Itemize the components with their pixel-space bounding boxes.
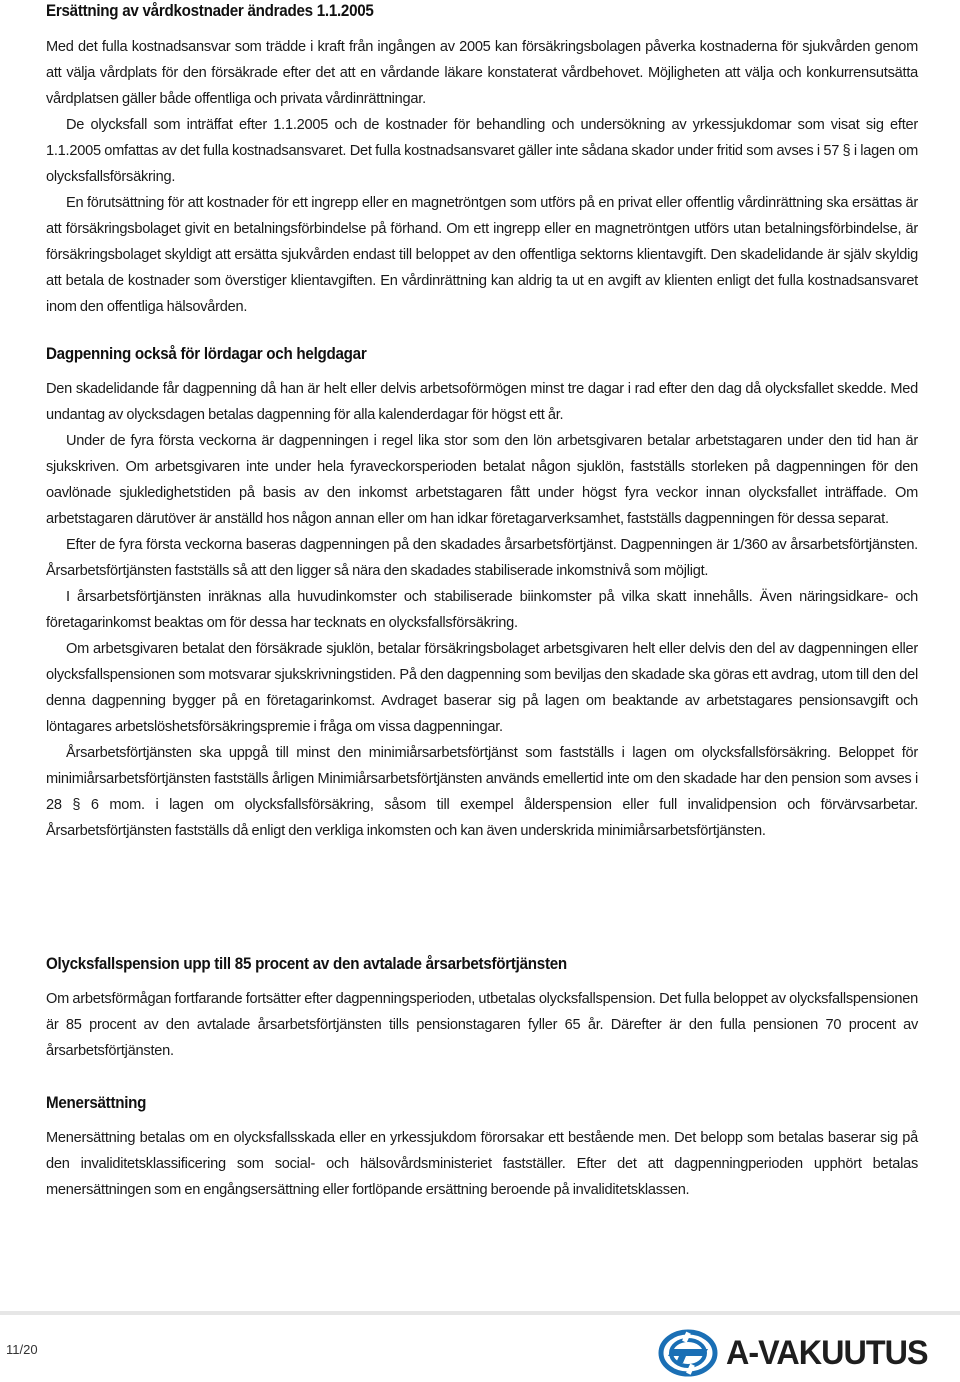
paragraph: Om arbetsgivaren betalat den försäkrade sjuklön, betalar försäkringsbolaget arbetsgivaren helt eller delvis den del av dagpenningen eller olycksfallspensionen som motsvarar sjukskrivningstiden. På den dagpenning som beviljas den skadade ska göras ett avdrag, utom till den del denna dagpenning bygger på en företagarinkomst. Avdraget baserar sig på lagen om beaktande av arbetstagares pensionsavgift och löntagares arbetslöshetsförsäkringspremie i fråga om vissa dagpenningar. [46, 641, 918, 735]
brand-block [658, 1328, 938, 1378]
section-vardkostnader [46, 34, 918, 320]
paragraph: Årsarbetsförtjänsten ska uppgå till minst den minimiårsarbetsförtjänst som fastställs i lagen om olycksfallsförsäkring. Beloppet för minimiårsarbetsförtjänsten fastställs årligen Minimiårsarbetsförtjänsten används emellertid inte om den skadade har den pension som avses i 28 § 6 mom. i lagen om olycksfallsförsäkring, såsom till exempel ålderspension eller full invalidpension och förvärvsarbetar. Årsarbetsförtjänsten fastställs då enligt den verkliga inkomsten och kan även underskrida minimiårsarbetsförtjänsten. [46, 745, 918, 839]
a-vakuutus-logo-icon [658, 1329, 718, 1377]
paragraph: Under de fyra första veckorna är dagpenningen i regel lika stor som den lön arbetsgivaren betalar arbetstagaren under den tid han är sjukskriven. Om arbetsgivaren inte under hela fyraveckorsperioden betalat någon sjuklön, fastställs storleken på dagpenningen för den oavlönade sjukledighetstiden på basis av den inkomst arbetstagaren fått under högst fyra veckor innan olycksfallet inträffade. Om arbetstagaren därutöver är anställd hos någon annan eller om han idkar företagarverksamhet, fastställs dagpenningen för dessa separat. [46, 433, 918, 527]
footer-divider [0, 1311, 960, 1315]
paragraph: De olycksfall som inträffat efter 1.1.2005 och de kostnader för behandling och undersökning av yrkessjukdomar som visat sig efter 1.1.2005 omfattas av det fulla kostnadsansvaret. Det fulla kostnadsansvaret gäller inte sådana skador under fritid som avses i 57 § i lagen om olycksfallsförsäkring. [46, 117, 918, 185]
paragraph: Med det fulla kostnadsansvar som trädde i kraft från ingången av 2005 kan försäkringsbolagen påverka kostnaderna för sjukvården genom att välja vårdplats för den försäkrade efter det att en vårdande läkare konstaterat vårdbehovet. Möjligheten att välja och konkurrensutsätta vårdplatsen gäller både offentliga och privata vårdinrättningar. [46, 39, 918, 107]
section-heading: Dagpenning också för lördagar och helgdagar [46, 345, 367, 363]
paragraph: En förutsättning för att kostnader för ett ingrepp eller en magnetröntgen som utförs på en privat eller offentlig vårdinrättning ska ersättas är att försäkringsbolaget givit en betalningsförbindelse på förhand. Om ett ingrepp eller en magnetröntgen utförs utan betalningsförbindelse, är försäkringsbolaget skyldigt att ersätta sjukvården endast till beloppet av den offentliga sektorns klientavgift. Den skadelidande är själv skyldig att betala de kostnader som överstiger klientavgiften. En vårdinrättning kan aldrig ta ut en avgift av klienten enligt det fulla kostnadsansvaret inom den offentliga hälsovården. [46, 195, 918, 315]
page-title: Ersättning av vårdkostnader ändrades 1.1.2005 [46, 2, 374, 20]
logo-mark [661, 1332, 715, 1375]
paragraph: I årsarbetsförtjänsten inräknas alla huvudinkomster och stabiliserade biinkomster på vilka skatt innehålls. Även näringsidkare- och företagarinkomst beaktas om för dessa har tecknats en olycksfallsförsäkring. [46, 589, 918, 631]
brand-name: A-VAKUUTUS [725, 1333, 928, 1372]
paragraph: Om arbetsförmågan fortfarande fortsätter efter dagpenningsperioden, utbetalas olycksfallspension. Det fulla beloppet av olycksfallspensionen är 85 procent av den avtalade årsarbetsförtjänsten tills pensionstagaren fyller 65 år. Därefter är den fulla pensionen 70 procent av årsarbetsförtjänsten. [46, 991, 918, 1059]
section-heading: Olycksfallspension upp till 85 procent av den avtalade årsarbetsförtjänsten [46, 955, 567, 973]
paragraph: Den skadelidande får dagpenning då han är helt eller delvis arbetsoförmögen minst tre dagar i rad efter den dag då olycksfallet skedde. Med undantag av olycksdagen betalas dagpenning för alla kalenderdagar för högst ett år. [46, 381, 918, 423]
section-olycksfallspension [46, 955, 918, 1064]
paragraph: Efter de fyra första veckorna baseras dagpenningen på den skadades årsarbetsförtjänst. Dagpenningen är 1/360 av årsarbetsförtjänsten. Årsarbetsförtjänsten fastställs så att den ligger så nära den skadades stabiliserade inkomstnivå som möjligt. [46, 537, 918, 579]
page-number: 11/20 [6, 1342, 38, 1357]
section-menersattning [46, 1094, 918, 1203]
section-dagpenning [46, 345, 918, 844]
paragraph: Menersättning betalas om en olycksfallsskada eller en yrkessjukdom förorsakar ett bestående men. Det belopp som betalas baserar sig på den invaliditetsklassificering som social- och hälsovårdsministeriet fastställer. Efter det att dagpenningperioden upphört betalas menersättningen som en engångsersättning eller fortlöpande ersättning beroende på invaliditetsklassen. [46, 1130, 918, 1198]
section-heading: Menersättning [46, 1094, 147, 1112]
